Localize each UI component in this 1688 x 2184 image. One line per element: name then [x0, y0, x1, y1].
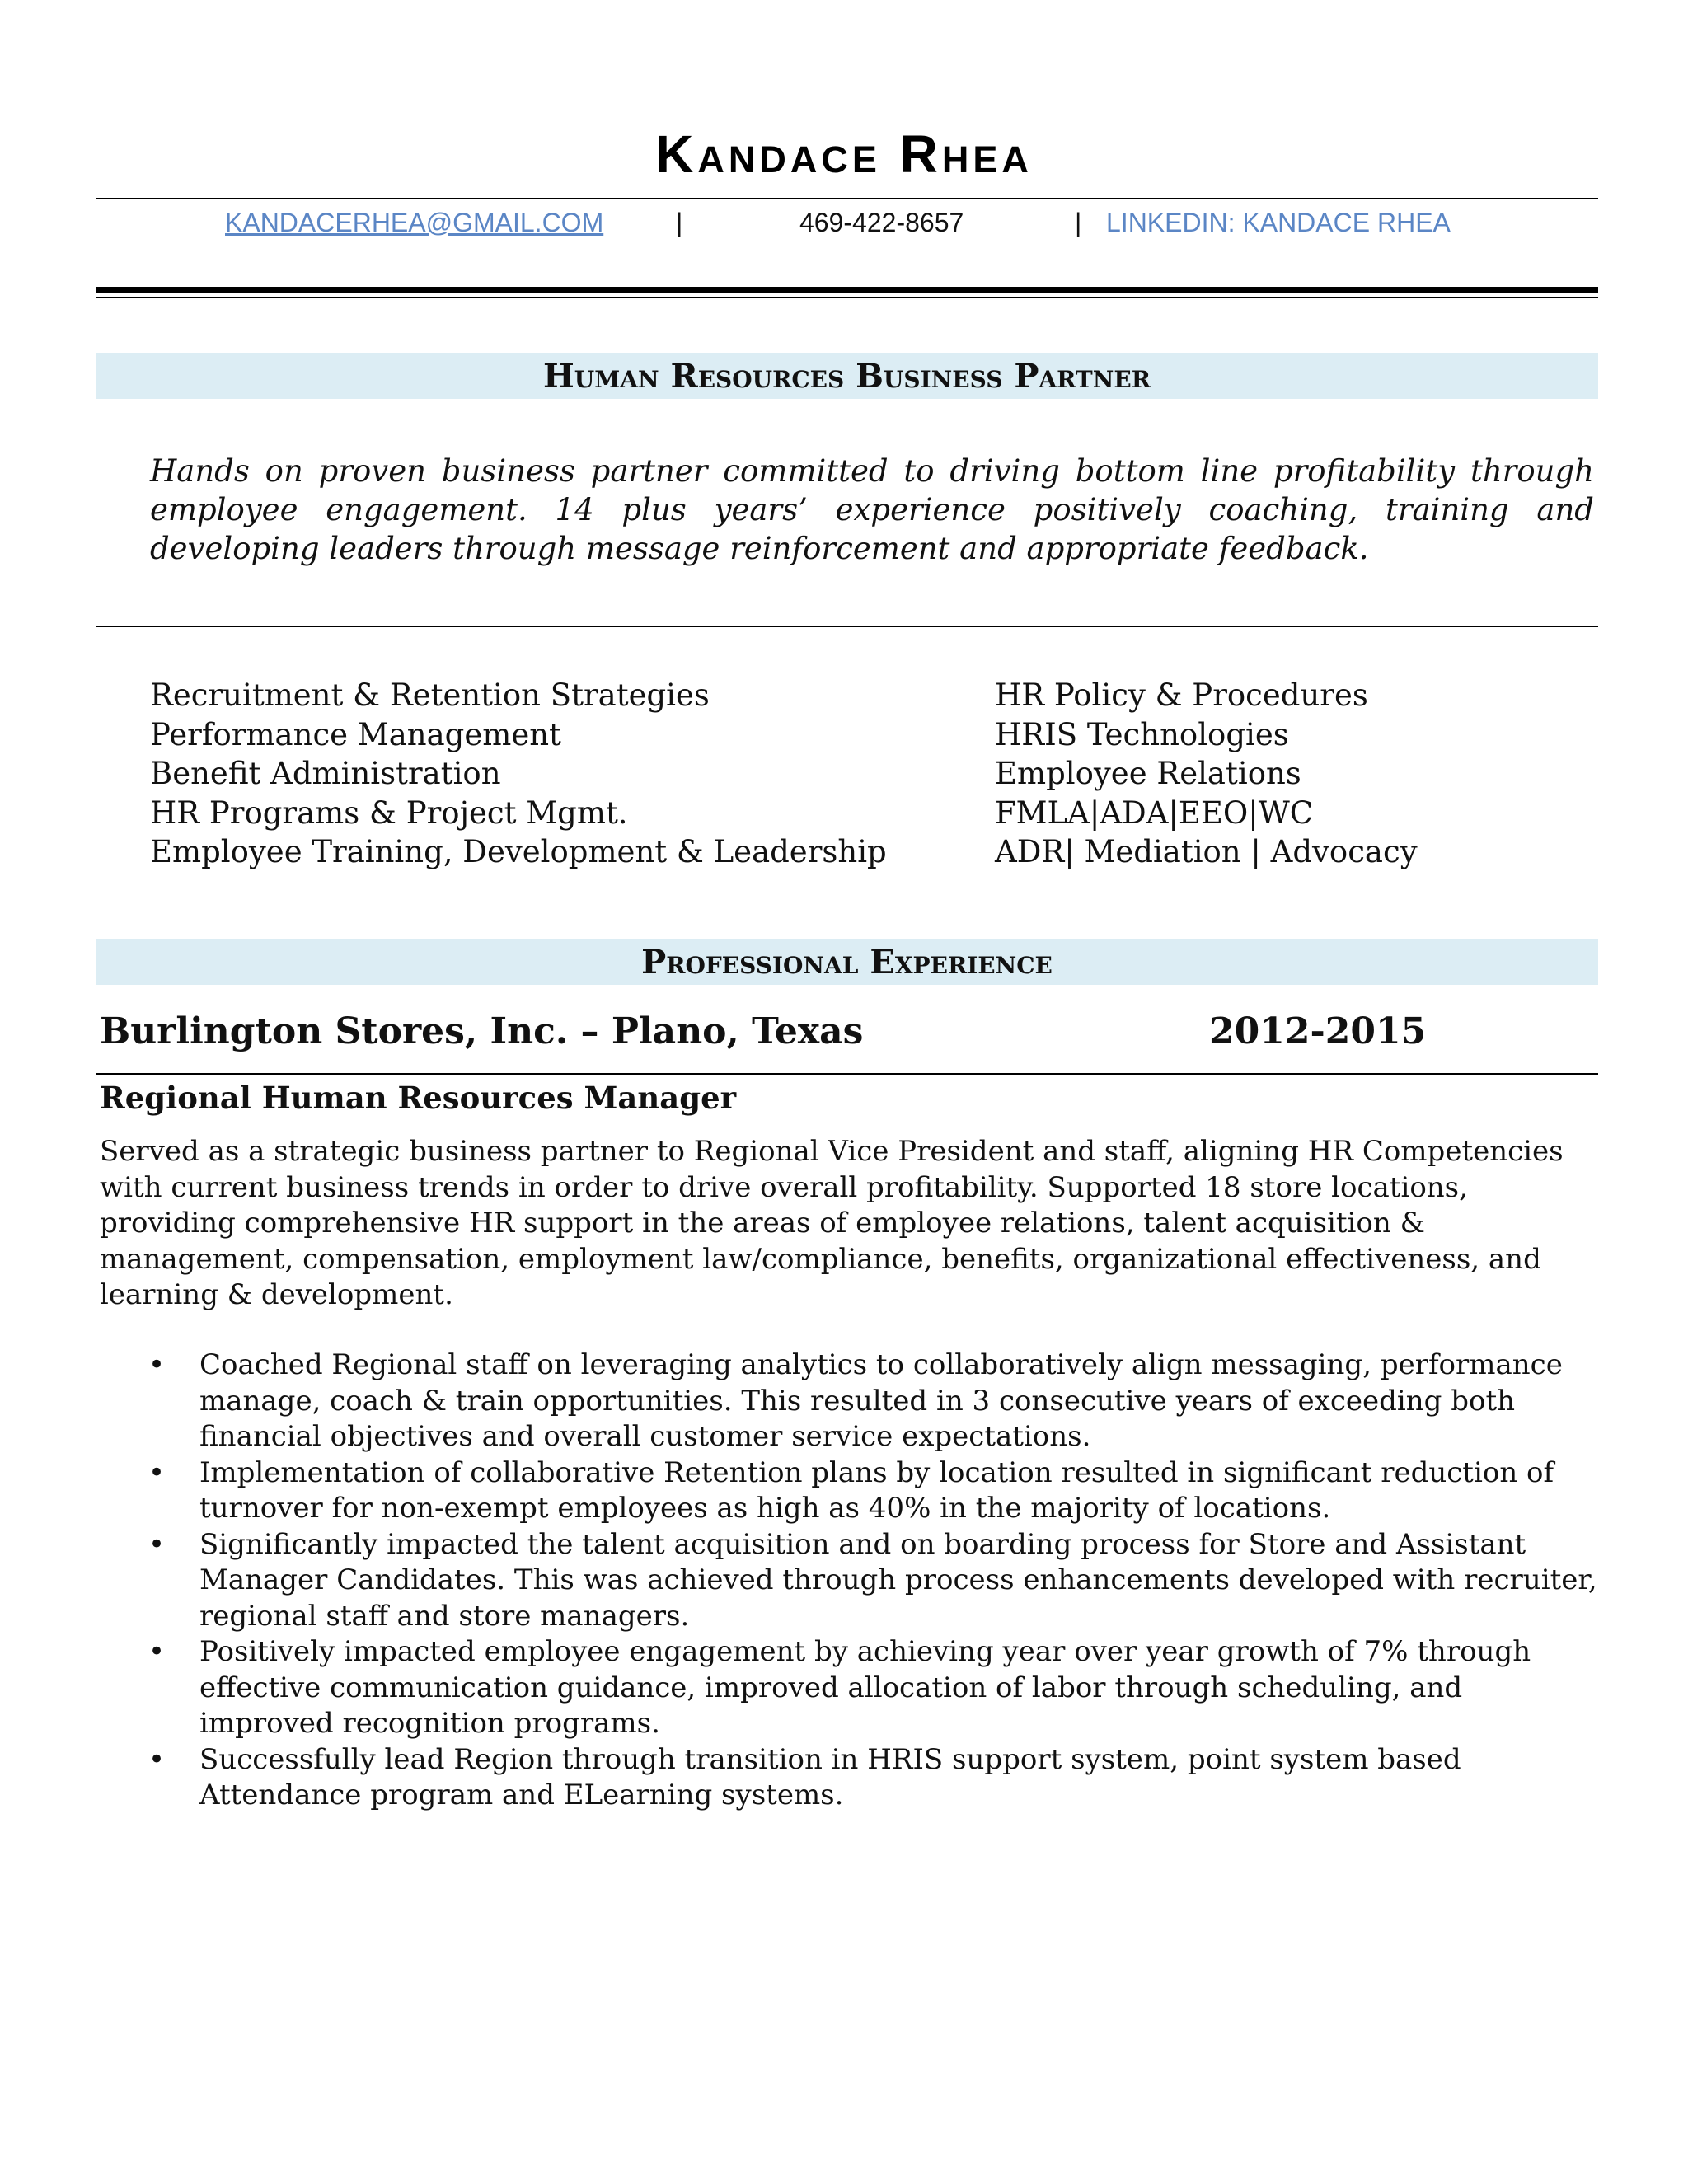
- experience-heading: Professional Experience: [96, 939, 1598, 985]
- job-company: Burlington Stores, Inc. – Plano, Texas: [100, 1010, 864, 1052]
- header-thin-divider: [96, 297, 1598, 298]
- candidate-name: Kandace Rhea: [655, 124, 1033, 184]
- achievement-item: • Successfully lead Region through transition in HRIS support system, point system based Attendance program and ELearning systems.: [148, 1742, 1599, 1814]
- job-description: Served as a strategic business partner to Regional Vice President and staff, aligning HR Competencies with current business trends in order to drive overall profitability. Supported 18 store locations, providing comprehensive HR support in the areas of employee relations, talent acquisition & management, compensation, employment law/compliance, benefits, organizational effectiveness, and learning & development.: [100, 1135, 1564, 1311]
- linkedin-link[interactable]: LINKEDIN: KANDACE RHEA: [1106, 208, 1451, 237]
- skill-item: Benefit Administration: [150, 756, 501, 791]
- skill-item: Performance Management: [150, 716, 561, 752]
- job-achievements: [148, 1347, 1599, 1814]
- job-title: Regional Human Resources Manager: [100, 1080, 737, 1116]
- skill-item: Employee Relations: [995, 756, 1301, 791]
- contact-line: [0, 208, 1688, 249]
- contact-separator: |: [1075, 208, 1082, 237]
- header-thick-divider: [96, 287, 1598, 293]
- job-divider: [96, 1073, 1598, 1075]
- job-years: 2012-2015: [1209, 1010, 1427, 1052]
- skill-item: HRIS Technologies: [995, 716, 1289, 752]
- achievement-item: • Coached Regional staff on leveraging analytics to collaboratively align messaging, performance manage, coach & train opportunities. This resulted in 3 consecutive years of exceeding both financial objectives and overall customer service expectations.: [148, 1347, 1599, 1455]
- achievement-item: • Positively impacted employee engagement by achieving year over year growth of 7% through effective communication guidance, improved allocation of labor through scheduling, and improved recognition programs.: [148, 1634, 1599, 1742]
- skill-item: HR Policy & Procedures: [995, 677, 1368, 713]
- skill-item: HR Programs & Project Mgmt.: [150, 794, 628, 831]
- phone-number: 469-422-8657: [799, 208, 964, 237]
- contact-separator: |: [676, 208, 683, 237]
- skills-column-right: [995, 676, 1418, 872]
- professional-summary: Hands on proven business partner committed to driving bottom line profitability through employee engagement. 14 plus years’ experience positively coaching, training and developing leaders through message reinforcement and appropriate feedback.: [150, 453, 1594, 566]
- summary-divider: [96, 626, 1598, 627]
- skills-column-left: [150, 676, 887, 872]
- skill-item: FMLA|ADA|EEO|WC: [995, 794, 1314, 831]
- headline-banner: Human Resources Business Partner: [96, 353, 1598, 399]
- skill-item: Recruitment & Retention Strategies: [150, 677, 710, 713]
- skill-item: ADR| Mediation | Advocacy: [995, 834, 1418, 869]
- skill-item: Employee Training, Development & Leadership: [150, 834, 887, 869]
- achievement-item: • Significantly impacted the talent acquisition and on boarding process for Store and Assistant Manager Candidates. This was achieved through process enhancements developed with recruiter, regional staff and store managers.: [148, 1527, 1599, 1635]
- email-link[interactable]: KANDACERHEA@GMAIL.COM: [225, 208, 604, 237]
- header-divider: [96, 198, 1598, 199]
- achievement-item: • Implementation of collaborative Retention plans by location resulted in significant reduction of turnover for non-exempt employees as high as 40% in the majority of locations.: [148, 1455, 1599, 1527]
